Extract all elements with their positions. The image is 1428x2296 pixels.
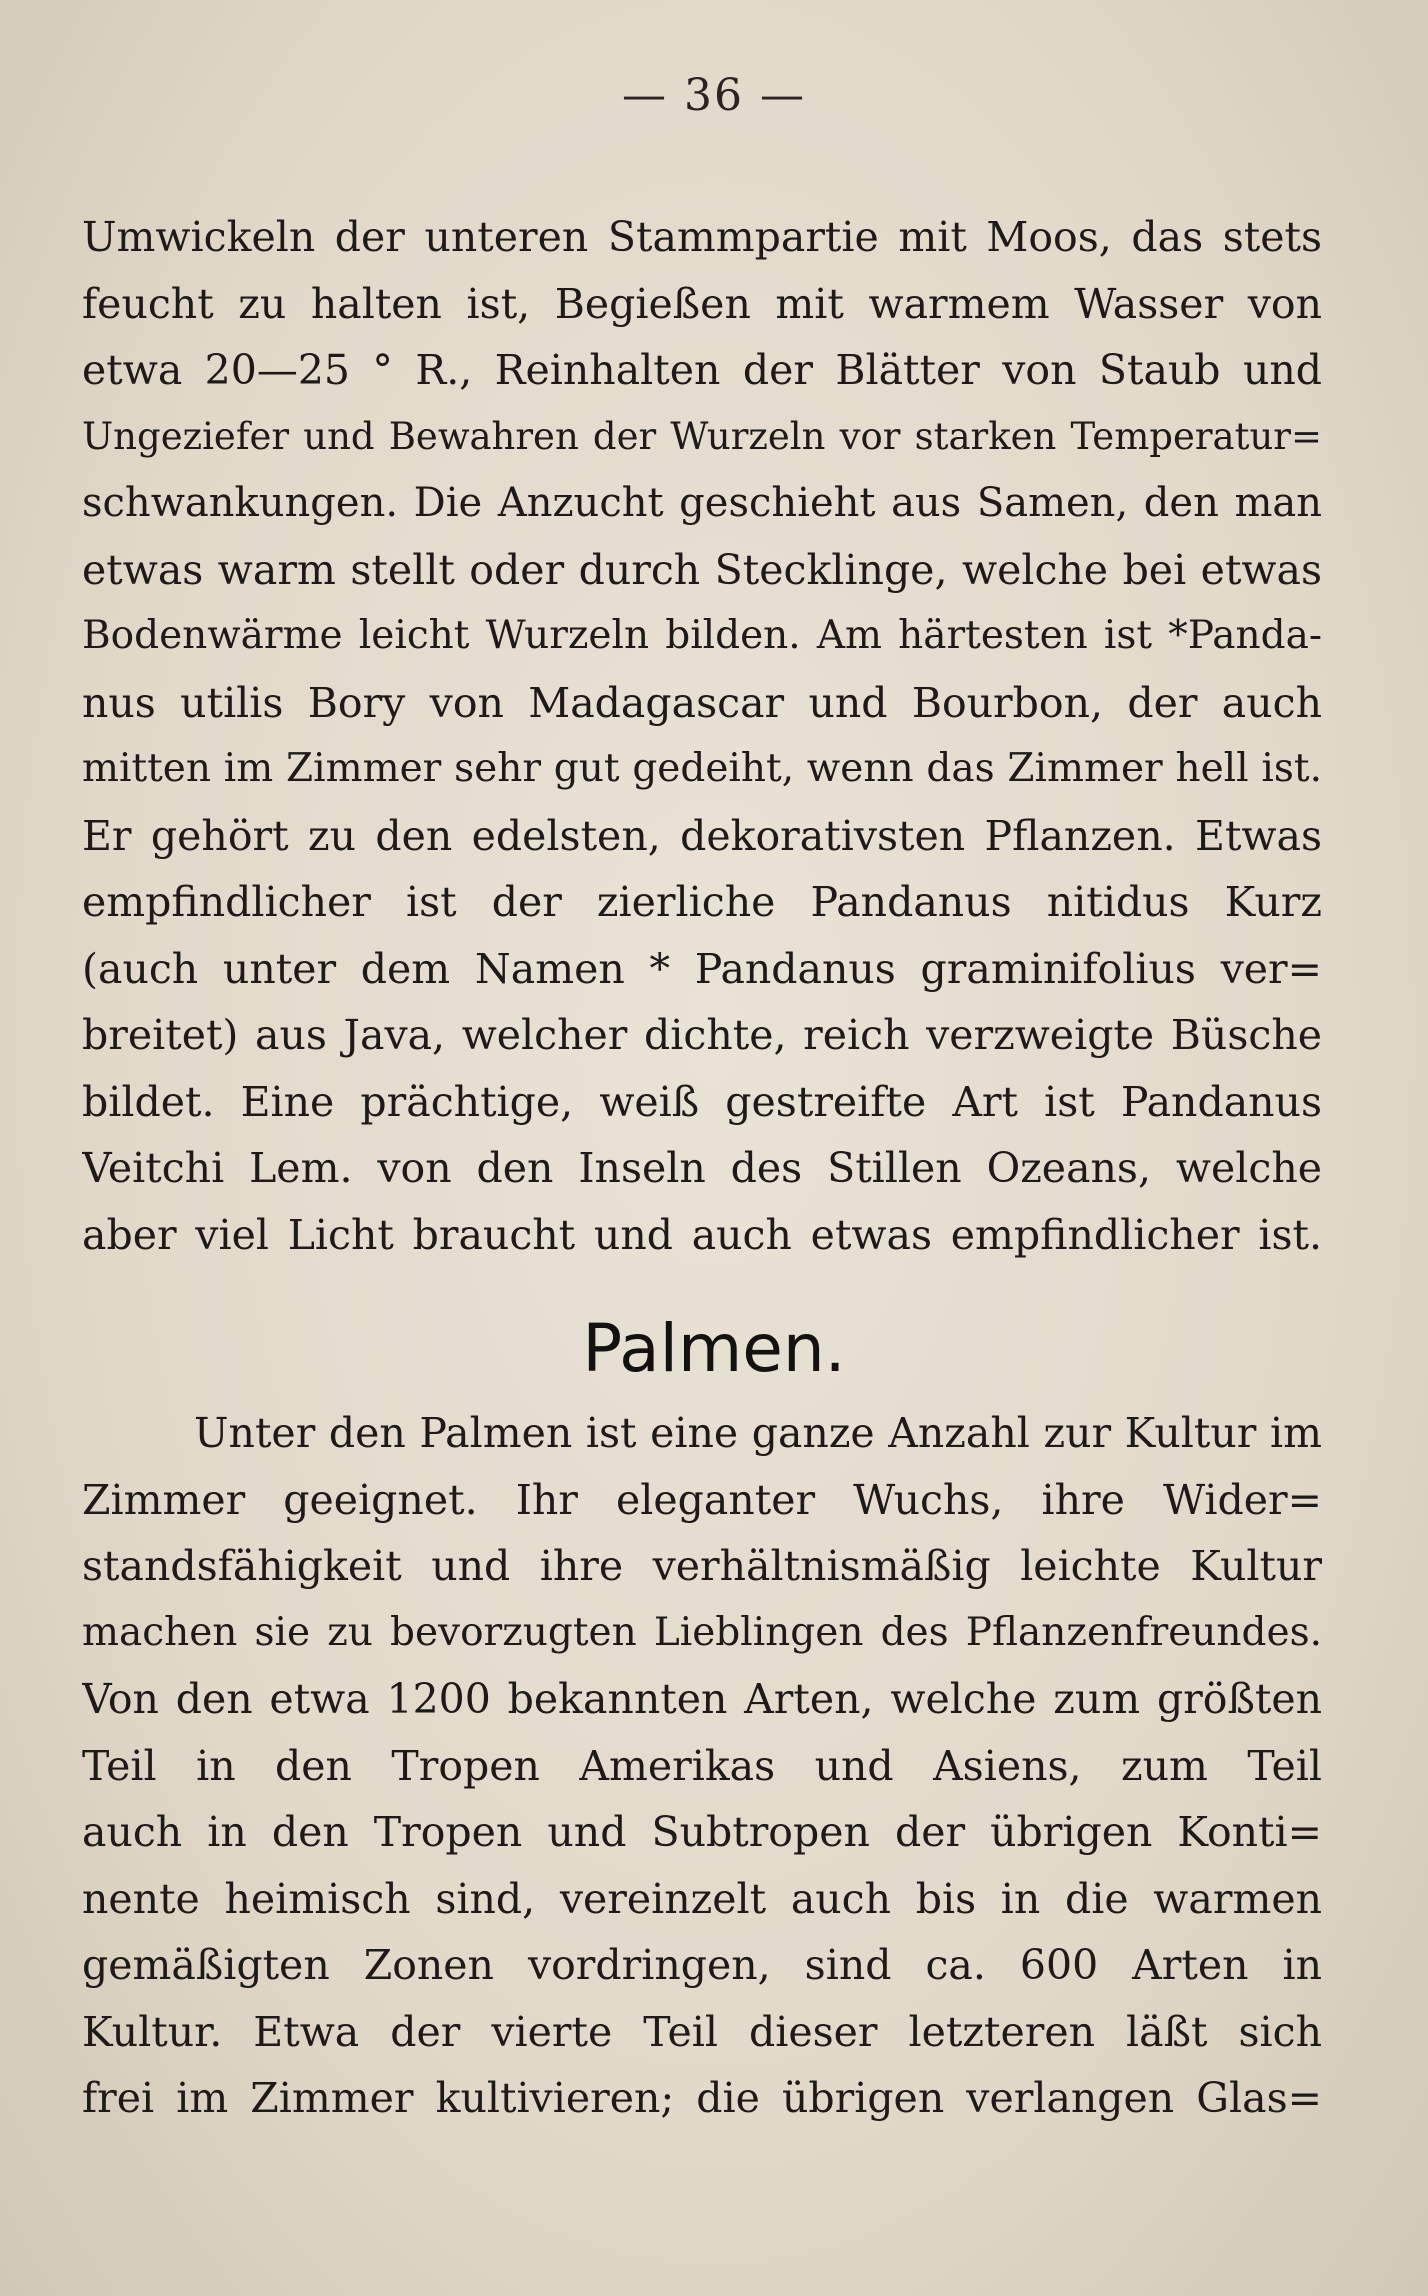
text-line: nente heimisch sind, vereinzelt auch bis in die warmen xyxy=(82,1874,1322,1923)
text-line: empfindlicher ist der zierliche Pandanus nitidus Kurz xyxy=(82,878,1322,926)
text-line: Teil in den Tropen Amerikas und Asiens, zum Teil xyxy=(82,1741,1322,1790)
text-line: gemäßigten Zonen vordringen, sind ca. 600 Arten in xyxy=(82,1941,1322,1989)
paragraph-pandanus xyxy=(82,204,1322,1268)
text-line: Umwickeln der unteren Stammpartie mit Moos, das stets xyxy=(82,213,1322,261)
text-line: Veitchi Lem. von den Inseln des Stillen Ozeans, welche xyxy=(82,1144,1322,1192)
text-line: Ungeziefer und Bewahren der Wurzeln vor starken Temperatur= xyxy=(82,414,1322,458)
text-line: bildet. Eine prächtige, weiß gestreifte Art ist Pandanus xyxy=(82,1077,1322,1126)
text-line: frei im Zimmer kultivieren; die übrigen verlangen Glas= xyxy=(82,2074,1322,2122)
text-line: etwas warm stellt oder durch Stecklinge, welche bei etwas xyxy=(82,545,1322,594)
text-line: Kultur. Etwa der vierte Teil dieser letzteren läßt sich xyxy=(82,2007,1322,2056)
text-line: aber viel Licht braucht und auch etwas empfindlicher ist. xyxy=(82,1210,1322,1259)
text-line: schwankungen. Die Anzucht geschieht aus Samen, den man xyxy=(82,480,1322,526)
paragraph-palmen xyxy=(82,1400,1322,2132)
text-line: Unter den Palmen ist eine ganze Anzahl zur Kultur im xyxy=(194,1409,1322,1457)
text-line: standsfähigkeit und ihre verhältnismäßig leichte Kultur xyxy=(82,1542,1322,1590)
text-line: Bodenwärme leicht Wurzeln bilden. Am härtesten ist *Panda- xyxy=(82,613,1322,658)
page-number: — 36 — xyxy=(622,70,806,121)
text-line: breitet) aus Java, welcher dichte, reich verzweigte Büsche xyxy=(82,1011,1322,1059)
text-line: machen sie zu bevorzugten Lieblingen des Pflanzenfreundes. xyxy=(82,1609,1322,1655)
section-heading: Palmen. xyxy=(582,1310,846,1387)
text-line: Zimmer geeignet. Ihr eleganter Wuchs, ihre Wider= xyxy=(82,1475,1322,1524)
text-line: mitten im Zimmer sehr gut gedeiht, wenn das Zimmer hell ist. xyxy=(82,746,1322,791)
text-line: Er gehört zu den edelsten, dekorativsten Pflanzen. Etwas xyxy=(82,811,1322,860)
text-line: nus utilis Bory von Madagascar und Bourbon, der auch xyxy=(82,678,1322,727)
text-line: feucht zu halten ist, Begießen mit warmem Wasser von xyxy=(82,279,1322,328)
text-line: auch in den Tropen und Subtropen der übrigen Konti= xyxy=(82,1808,1322,1856)
text-line: etwa 20—25 ° R., Reinhalten der Blätter von Staub und xyxy=(82,346,1322,394)
text-line: Von den etwa 1200 bekannten Arten, welche zum größten xyxy=(82,1675,1322,1723)
text-line: (auch unter dem Namen * Pandanus graminifolius ver= xyxy=(82,944,1322,993)
